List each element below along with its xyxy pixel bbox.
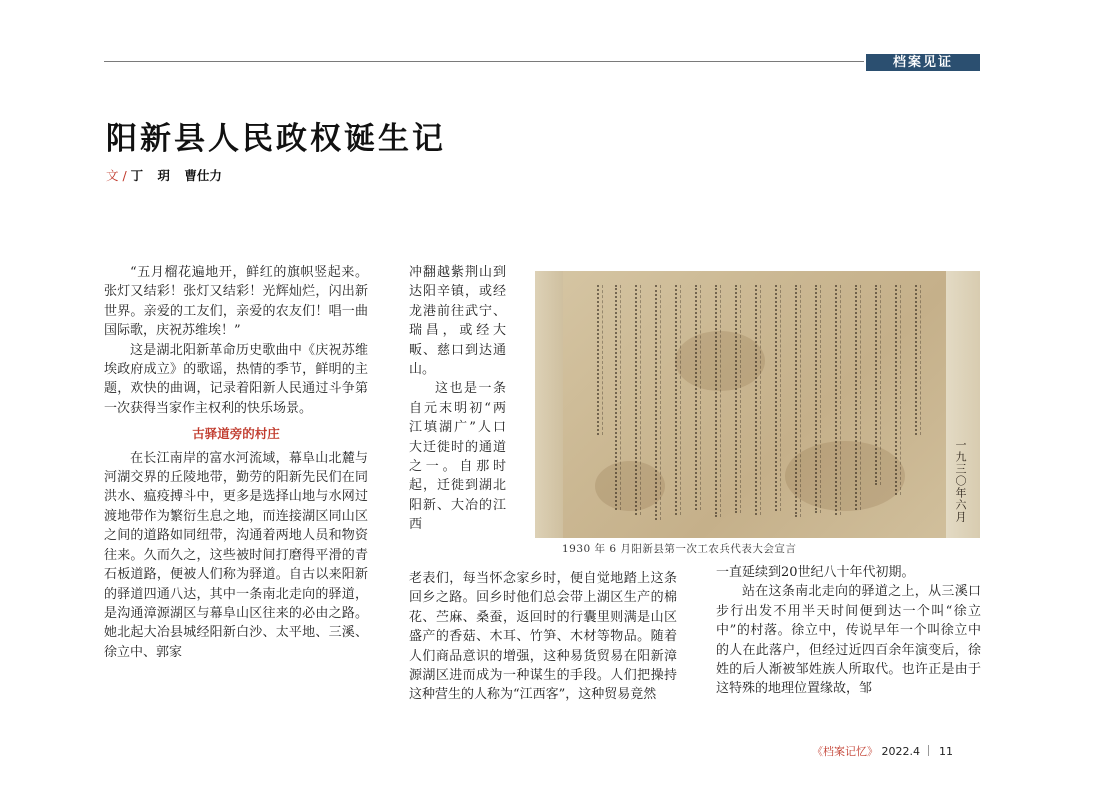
byline-lead: 文 /: [106, 168, 131, 183]
handwriting-column: [615, 285, 621, 510]
handwriting-column: [855, 285, 861, 510]
paragraph: 这也是一条自元末明初“两江填湖广”人口大迁徙时的通道之一。自那时起，迁徙到湖北阳新、大冶的江西: [409, 381, 506, 533]
page-footer: [812, 743, 953, 759]
paragraph: “五月榴花遍地开，鲜红的旗帜竖起来。张灯又结彩！张灯又结彩！光辉灿烂，闪出新世界。亲爱的工友们，亲爱的农友们！唱一曲国际歌，庆祝苏维埃！”: [104, 265, 368, 339]
photo-left-margin: [535, 271, 563, 538]
handwriting-column: [635, 285, 641, 515]
handwriting-column: [875, 285, 881, 485]
footer-divider: [928, 745, 929, 756]
handwriting-column: [715, 285, 721, 517]
handwriting-column: [895, 285, 901, 495]
byline-authors: 丁 玥 曹仕力: [130, 168, 222, 183]
handwriting-column: [775, 285, 781, 511]
body-column-1: [104, 263, 368, 662]
body-column-3: [716, 563, 981, 699]
paragraph: 冲翻越紫荆山到达阳辛镇，或经龙港前往武宁、瑞昌，或经大畈、慈口到达通山。: [409, 265, 506, 378]
paragraph: 在长江南岸的富水河流域，幕阜山北麓与河湖交界的丘陵地带，勤劳的阳新先民们在同洪水、瘟疫搏斗中，更多是选择山地与水网过渡地带作为繁衍生息之地，而连接湖区同山区之间的道路如同纽带，沟通着两地人员和物资往来。久而久之，这些被时间打磨得平滑的青石板道路，便被人们称为驿道。自古以来阳新的驿道四通八达，其中一条南北走向的驿道，是沟通漳源湖区与幕阜山区往来的必由之路。她北起大冶县城经阳新白沙、太平地、三溪、徐立中、郭家: [104, 450, 368, 660]
section-tag: 档案见证: [866, 54, 980, 71]
body-column-2-top: [409, 263, 506, 535]
handwriting-column: [655, 285, 661, 520]
byline: [106, 166, 222, 184]
paragraph: 站在这条南北走向的驿道之上，从三溪口步行出发不用半天时间便到达一个叫“徐立中”的村落。徐立中，传说早年一个叫徐立中的人在此落户，但经过近四百余年演变后，徐姓的后人渐被邹姓族人所取代。也许正是由于这特殊的地理位置缘故，邹: [716, 584, 981, 697]
handwriting-column: [815, 285, 821, 513]
handwriting-column: [597, 285, 603, 435]
handwriting-column: [695, 285, 701, 510]
figure-caption: 1930 年 6 月阳新县第一次工农兵代表大会宣言: [562, 543, 797, 555]
paragraph: 这是湖北阳新革命历史歌曲中《庆祝苏维埃政府成立》的歌谣，热情的季节，鲜明的主题，欢快的曲调，记录着阳新人民通过斗争第一次获得当家作主权利的快乐场景。: [104, 342, 368, 416]
body-column-2-bottom: [409, 569, 677, 705]
page-number: 11: [939, 745, 953, 758]
handwriting-column: [675, 285, 681, 515]
paragraph: 一直延续到20世纪八十年代初期。: [716, 565, 915, 580]
issue-number: 2022.4: [881, 745, 920, 758]
handwriting-column: [795, 285, 801, 517]
header-rule: [104, 61, 864, 62]
paper-stain: [785, 441, 905, 511]
handwriting-column: [915, 285, 921, 435]
paragraph: 老表们，每当怀念家乡时，便自觉地踏上这条回乡之路。回乡时他们总会带上湖区生产的棉花、苎麻、桑蚕，返回时的行囊里则满是山区盛产的香菇、木耳、竹笋、木材等物品。随着人们商品意识的增强，这种易货贸易在阳新漳源湖区进而成为一种谋生的手段。人们把操持这种营生的人称为“江西客”，这种贸易竟然: [409, 571, 677, 703]
historical-document-photo: [535, 271, 980, 538]
document-date-note: 一九三〇年六月: [954, 439, 967, 523]
handwriting-column: [835, 285, 841, 515]
article-title: 阳新县人民政权诞生记: [106, 121, 446, 157]
handwriting-column: [735, 285, 741, 513]
handwriting-column: [755, 285, 761, 515]
section-subheading: 古驿道旁的村庄: [192, 426, 280, 442]
journal-name: 《档案记忆》: [812, 745, 878, 758]
